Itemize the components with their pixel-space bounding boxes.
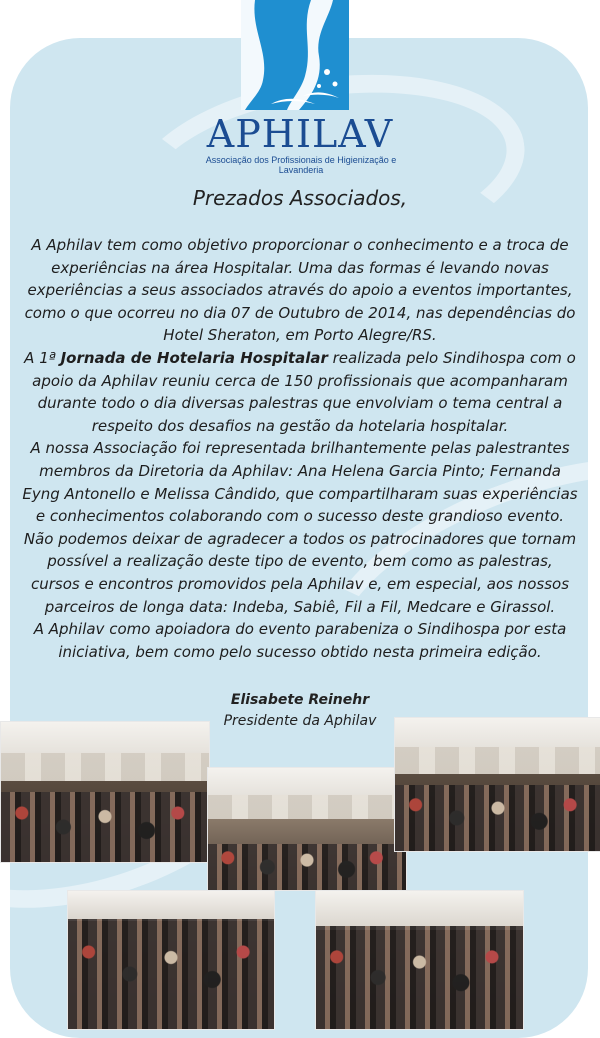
aphilav-logo-mark xyxy=(241,0,349,110)
brand-name: APHILAV xyxy=(206,112,394,156)
event-photo-crowd-bottom-left xyxy=(67,890,275,1030)
event-photo-crowd-bottom-right xyxy=(315,890,524,1030)
event-photo-tables-right xyxy=(394,717,600,852)
paragraph-speakers: A nossa Associação foi representada brilhantemente pelas palestrantes membros da Diretoria da Aphilav: Ana Helena Garcia Pinto; Fernanda Eyng Antonello e Melissa Cândido, que compartilharam suas experiências e conhecimentos colaborando com o sucesso deste grandioso evento. xyxy=(22,439,578,526)
brand-tagline: Associação dos Profissionais de Higienização e Lavanderia xyxy=(205,155,397,175)
paragraph-closing: A Aphilav como apoiadora do evento parabeniza o Sindihospa por esta iniciativa, bem como pelo sucesso obtido nesta primeira edição. xyxy=(33,620,567,661)
event-name: Jornada de Hotelaria Hospitalar xyxy=(60,348,328,367)
paragraph-intro: A Aphilav tem como objetivo proporcionar o conhecimento e a troca de experiências na área Hospitalar. Uma das formas é levando novas experiências a seus associados através do apoio a eventos importantes, como o que ocorreu no dia 07 de Outubro de 2014, nas dependências do Hotel Sheraton, em Porto Alegre/RS. xyxy=(24,236,576,345)
event-prefix: A 1ª xyxy=(24,348,61,367)
event-description: realizada pelo Sindihospa com o apoio da Aphilav reuniu cerca de 150 profissionais que acompanharam durante todo o dia diversas palestras que envolviam o tema central a respeito dos desafios na gestão da hotelaria hospitalar. xyxy=(32,348,576,435)
droplet-logo-icon xyxy=(241,0,349,110)
paragraph-event xyxy=(22,347,578,437)
signature-title: Presidente da Aphilav xyxy=(223,713,377,729)
event-photo-auditorium-left xyxy=(0,721,210,863)
letter-body xyxy=(22,234,578,663)
event-photo-room-center xyxy=(207,767,407,891)
paragraph-sponsors: Não podemos deixar de agradecer a todos os patrocinadores que tornam possível a realização deste tipo de evento, bem como as palestras, cursos e encontros promovidos pela Aphilav e, em especial, aos nossos parceiros de longa data: Indeba, Sabiê, Fil a Fil, Medcare e Girassol. xyxy=(23,529,577,616)
letter-greeting: Prezados Associados, xyxy=(192,186,408,210)
signature-name: Elisabete Reinehr xyxy=(230,692,370,708)
